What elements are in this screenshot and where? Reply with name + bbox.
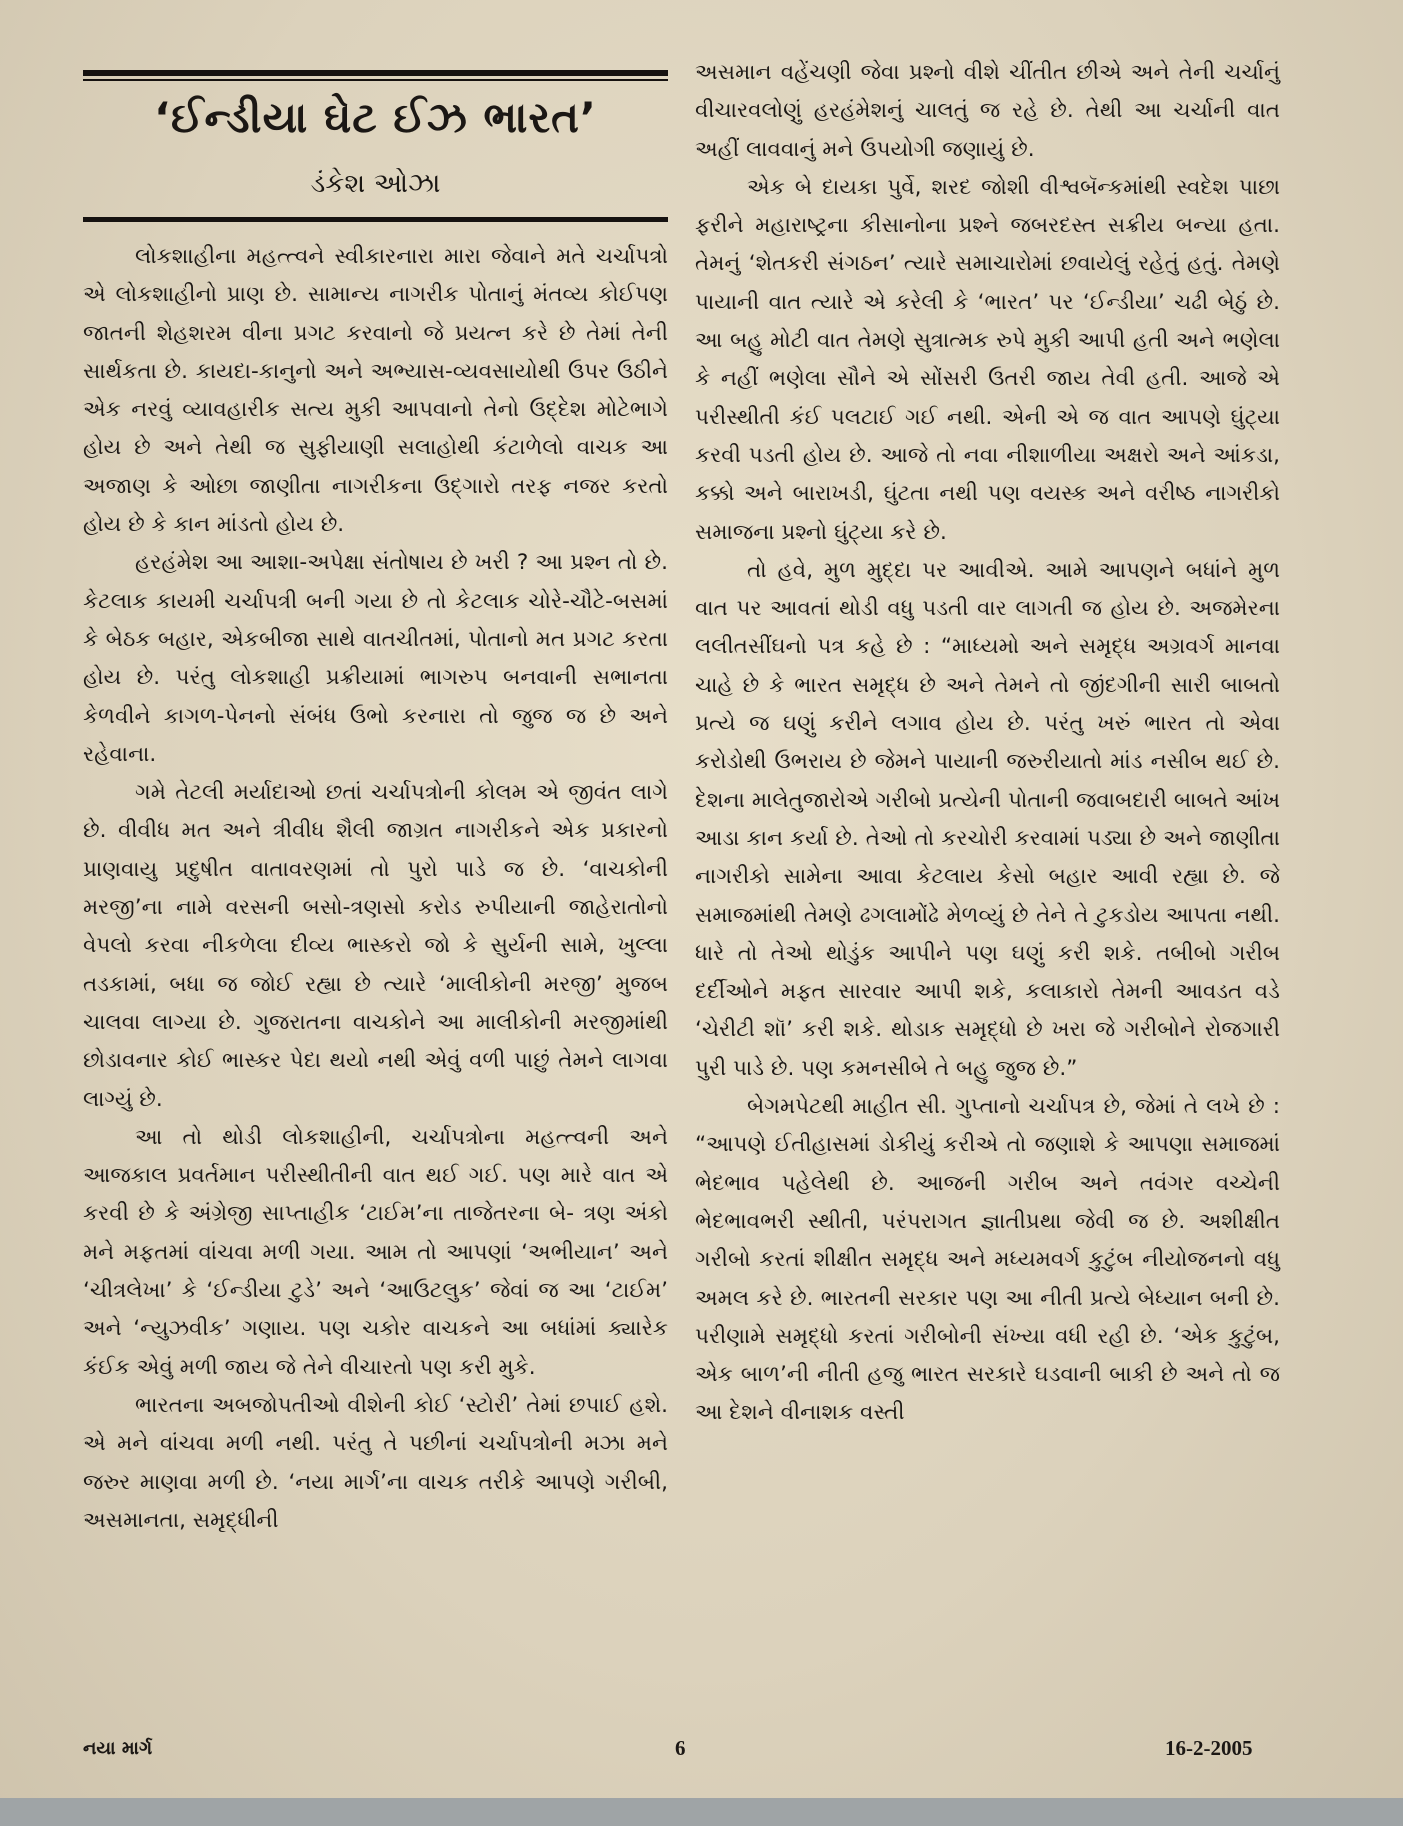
paragraph: તો હવે, મુળ મુદ્દા પર આવીએ. આમે આપણને બધાંને મુળ વાત પર આવતાં થોડી વધુ પડતી વાર લાગતી જ હોય છે. અજમેરના લલીતસીંઘનો પત્ર કહે છે : “માધ્યમો અને સમૃદ્ધ અગ્રવર્ગ માનવા ચાહે છે કે ભારત સમૃદ્ધ છે અને તેમને તો જીંદગીની સારી બાબતો પ્રત્યે જ ઘણું કરીને લગાવ હોય છે. પરંતુ ખરું ભારત તો એવા કરોડોથી ઉભરાય છે જેમને પાયાની જરુરીયાતો માંડ નસીબ થઈ છે. દેશના માલેતુજારોએ ગરીબો પ્રત્યેની પોતાની જવાબદારી બાબતે આંખ આડા કાન કર્યા છે. તેઓ તો કરચોરી કરવામાં પડ્યા છે અને જાણીતા નાગરીકો સામેના આવા કેટલાય કેસો બહાર આવી રહ્યા છે. જે સમાજમાંથી તેમણે ઢગલામોંઢે મેળવ્યું છે તેને તે ટુકડોય આપતા નથી. ધારે તો તેઓ થોડુંક આપીને પણ ઘણું કરી શકે. તબીબો ગરીબ દર્દીઓને મફત સારવાર આપી શકે, કલાકારો તેમની આવડત વડે ‘ચેરીટી શૉ’ કરી શકે. થોડાક સમૃદ્ધો છે ખરા જે ગરીબોને રોજગારી પુરી પાડે છે. પણ કમનસીબે તે બહુ જુજ છે.” [695,557,1280,1081]
paragraph: ભારતના અબજોપતીઓ વીશેની કોઈ ‘સ્ટોરી’ તેમાં છપાઈ હશે. એ મને વાંચવા મળી નથી. પરંતુ તે પછીનાં ચર્ચાપત્રોની મઝા મને જરુર માણવા મળી છે. ‘નયા માર્ગ’ના વાચક તરીકે આપણે ગરીબી, અસમાનતા, સમૃદ્ધીની [83,1392,668,1533]
paragraph: ગમે તેટલી મર્યાદાઓ છતાં ચર્ચાપત્રોની કોલમ એ જીવંત લાગે છે. વીવીધ મત અને ત્રીવીધ શૈલી જાગ્રત નાગરીકને એક પ્રકારનો પ્રાણવાયુ પ્રદુષીત વાતાવરણમાં તો પુરો પાડે જ છે. ‘વાચકોની મરજી’ના નામે વરસની બસો-ત્રણસો કરોડ રુપીયાની જાહેરાતોનો વેપલો કરવા નીકળેલા દીવ્ય ભાસ્કરો જો કે સુર્યની સામે, ખુલ્લા તડકામાં, બધા જ જોઈ રહ્યા છે ત્યારે ‘માલીકોની મરજી’ મુજબ ચાલવા લાગ્યા છે. ગુજરાતના વાચકોને આ માલીકોની મરજીમાંથી છોડાવનાર કોઈ ભાસ્કર પેદા થયો નથી એવું વળી પાછું તેમને લાગવા લાગ્યું છે. [83,780,668,1112]
paragraph: અસમાન વહેંચણી જેવા પ્રશ્નો વીશે ચીંતીત છીએ અને તેની ચર્ચાનું વીચારવલોણું હરહંમેશનું ચાલતું જ રહે છે. તેથી આ ચર્ચાની વાત અહીં લાવવાનું મને ઉપયોગી જણાયું છે. [695,60,1280,162]
publication-name: નયા માર્ગ [83,1738,153,1759]
article-title: ‘ઈન્ડીયા ઘેટ ઈઝ ભારત’ [154,93,597,142]
paragraph: આ તો થોડી લોકશાહીની, ચર્ચાપત્રોના મહત્ત્વની અને આજકાલ પ્રવર્તમાન પરીસ્થીતીની વાત થઈ ગઈ. પણ મારે વાત એ કરવી છે કે અંગ્રેજી સાપ્તાહીક ‘ટાઈમ’ના તાજેતરના બે- ત્રણ અંકો મને મફતમાં વાંચવા મળી ગયા. આમ તો આપણાં ‘અભીયાન’ અને ‘ચીત્રલેખા’ કે ‘ઈન્ડીયા ટુડે’ અને ‘આઉટલુક’ જેવાં જ આ ‘ટાઈમ’ અને ‘ન્યુઝવીક’ ગણાય. પણ ચકોર વાચકને આ બધાંમાં ક્યારેક કંઈક એવું મળી જાય જે તેને વીચારતો પણ કરી મુકે. [83,1124,668,1380]
page-number: 6 [675,1736,686,1760]
left-column [83,238,668,1540]
paragraph: હરહંમેશ આ આશા-અપેક્ષા સંતોષાય છે ખરી ? આ પ્રશ્ન તો છે. કેટલાક કાયમી ચર્ચાપત્રી બની ગયા છે તો કેટલાક ચોરે-ચૌટે-બસમાં કે બેઠક બહાર, એકબીજા સાથે વાતચીતમાં, પોતાનો મત પ્રગટ કરતા હોય છે. પરંતુ લોકશાહી પ્રક્રીયામાં ભાગરુપ બનવાની સભાનતા કેળવીને કાગળ-પેનનો સંબંધ ઉભો કરનારા તો જુજ જ છે અને રહેવાના. [83,550,668,767]
title-rule-top [83,70,668,76]
paragraph: એક બે દાયકા પુર્વે, શરદ જોશી વીશ્વબૅન્કમાંથી સ્વદેશ પાછા ફરીને મહારાષ્ટ્રના કીસાનોના પ્રશ્ને જબરદસ્ત સક્રીય બન્યા હતા. તેમનું ‘શેતકરી સંગઠન’ ત્યારે સમાચારોમાં છવાયેલું રહેતું હતું. તેમણે પાયાની વાત ત્યારે એ કરેલી કે ‘ભારત’ પર ‘ઈન્ડીયા’ ચઢી બેઠું છે. આ બહુ મોટી વાત તેમણે સુત્રાત્મક રુપે મુકી આપી હતી અને ભણેલા કે નહીં ભણેલા સૌને એ સોંસરી ઉતરી જાય તેવી હતી. આજે એ પરીસ્થીતી કંઈ પલટાઈ ગઈ નથી. એની એ જ વાત આપણે ઘુંટ્યા કરવી પડતી હોય છે. આજે તો નવા નીશાળીયા અક્ષરો અને આંકડા, કક્કો અને બારાખડી, ઘુંટતા નથી પણ વયસ્ક અને વરીષ્ઠ નાગરીકો સમાજના પ્રશ્નો ઘુંટ્યા કરે છે. [695,174,1280,545]
title-rule-top-thin [83,79,668,81]
issue-date: 16-2-2005 [1165,1736,1253,1760]
title-rule-bottom [83,217,668,222]
scan-edge [0,1798,1403,1826]
right-column [695,54,1280,1433]
paragraph: લોકશાહીના મહત્ત્વને સ્વીકારનારા મારા જેવાને મતે ચર્ચાપત્રો એ લોકશાહીનો પ્રાણ છે. સામાન્ય નાગરીક પોતાનું મંતવ્ય કોઈપણ જાતની શેહશરમ વીના પ્રગટ કરવાનો જે પ્રયત્ન કરે છે તેમાં તેની સાર્થકતા છે. કાયદા-કાનુનો અને અભ્યાસ-વ્યવસાયોથી ઉપર ઉઠીને એક નરવું વ્યાવહારીક સત્ય મુકી આપવાનો તેનો ઉદ્દેશ મોટેભાગે હોય છે અને તેથી જ સુફીયાણી સલાહોથી કંટાળેલો વાચક આ અજાણ કે ઓછા જાણીતા નાગરીકના ઉદ્ગારો તરફ નજર કરતો હોય છે કે કાન માંડતો હોય છે. [83,244,668,538]
paragraph: બેગમપેટથી માહીત સી. ગુપ્તાનો ચર્ચાપત્ર છે, જેમાં તે લખે છે : “આપણે ઈતીહાસમાં ડોકીયું કરીએ તો જણાશે કે આપણા સમાજમાં ભેદભાવ પહેલેથી છે. આજની ગરીબ અને તવંગર વચ્ચેની ભેદભાવભરી સ્થીતી, પરંપરાગત જ્ઞાતીપ્રથા જેવી જ છે. અશીક્ષીત ગરીબો કરતાં શીક્ષીત સમૃદ્ધ અને મધ્યમવર્ગ કુટુંબ નીયોજનનો વધુ અમલ કરે છે. ભારતની સરકાર પણ આ નીતી પ્રત્યે બેધ્યાન બની છે. પરીણામે સમૃદ્ધો કરતાં ગરીબોની સંખ્યા વધી રહી છે. ‘એક કુટુંબ, એક બાળ’ની નીતી હજુ ભારત સરકારે ઘડવાની બાકી છે અને તો જ આ દેશને વીનાશક વસ્તી [695,1094,1280,1426]
article-author: ડંકેશ ઓઝા [310,168,441,199]
